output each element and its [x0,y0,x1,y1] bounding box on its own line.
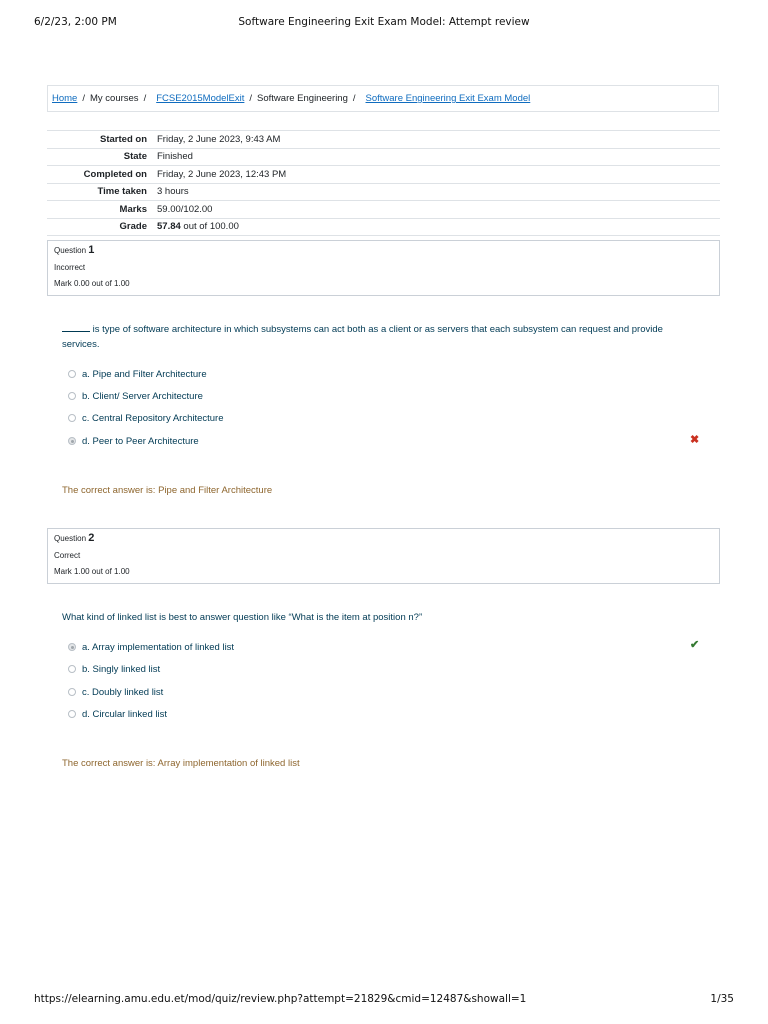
breadcrumb-separator: / [249,93,253,104]
radio-button-selected[interactable] [68,437,76,445]
question-number [54,244,713,258]
radio-button-selected[interactable] [68,643,76,651]
option-label: d. Circular linked list [82,708,167,720]
print-title: Software Engineering Exit Exam Model: Attempt review [238,16,530,28]
page-number: 1/35 [710,993,734,1005]
question-2-option-a[interactable] [68,640,708,654]
breadcrumb [47,85,719,112]
question-1-feedback: The correct answer is: Pipe and Filter Architecture [62,485,273,496]
summary-row-state [47,148,720,166]
summary-value: Finished [157,148,720,166]
breadcrumb-quiz[interactable]: Software Engineering Exit Exam Model [365,93,531,104]
radio-button[interactable] [68,370,76,378]
option-label: d. Peer to Peer Architecture [82,435,199,447]
option-label: b. Singly linked list [82,663,161,675]
option-label: c. Central Repository Architecture [82,412,224,424]
question-number [54,532,713,546]
question-2-option-d[interactable] [68,707,708,721]
summary-row-grade [47,218,720,236]
summary-row-marks [47,201,720,219]
question-prefix: Question [54,246,89,255]
summary-label: State [47,148,157,166]
question-1-option-d[interactable] [68,434,708,448]
attempt-summary-table [47,130,720,236]
breadcrumb-my-courses: My courses [89,93,139,104]
cross-icon: ✖ [690,434,700,446]
option-label: b. Client/ Server Architecture [82,390,203,402]
question-text: is type of software architecture in which subsystems can act both as a client or as servers that each subsystem can request and provide services. [62,324,663,350]
question-1-option-b[interactable] [68,389,708,403]
question-1-option-c[interactable] [68,411,708,425]
breadcrumb-separator: / [143,93,147,104]
summary-value: 59.00/102.00 [157,201,720,219]
question-1-info [47,240,720,296]
question-2-feedback: The correct answer is: Array implementation of linked list [62,758,300,769]
question-mark: Mark 0.00 out of 1.00 [54,279,130,288]
summary-label: Time taken [47,183,157,201]
question-2-info [47,528,720,584]
summary-value [157,218,720,236]
question-2-option-b[interactable] [68,662,708,676]
radio-button[interactable] [68,710,76,718]
print-date: 6/2/23, 2:00 PM [34,16,117,28]
grade-value: 57.84 [157,221,181,233]
option-label: c. Doubly linked list [82,686,164,698]
fill-blank [62,322,90,332]
check-icon: ✔ [690,639,700,651]
summary-row-started [47,131,720,149]
radio-button[interactable] [68,392,76,400]
summary-value: 3 hours [157,183,720,201]
summary-value: Friday, 2 June 2023, 12:43 PM [157,166,720,184]
question-2-text: What kind of linked list is best to answer question like “What is the item at position n?” [62,612,423,623]
question-mark: Mark 1.00 out of 1.00 [54,567,130,576]
question-state: Correct [54,551,81,560]
breadcrumb-home[interactable]: Home [52,93,78,104]
summary-value: Friday, 2 June 2023, 9:43 AM [157,131,720,149]
question-1-option-a[interactable] [68,367,708,381]
summary-label: Marks [47,201,157,219]
radio-button[interactable] [68,688,76,696]
radio-button[interactable] [68,414,76,422]
breadcrumb-course[interactable]: FCSE2015ModelExit [156,93,245,104]
summary-row-time-taken [47,183,720,201]
print-url: https://elearning.amu.edu.et/mod/quiz/review.php?attempt=21829&cmid=12487&showall=1 [34,993,527,1005]
question-2-option-c[interactable] [68,685,708,699]
breadcrumb-separator: / [352,93,356,104]
print-footer [34,993,734,1009]
summary-label: Started on [47,131,157,149]
question-state: Incorrect [54,263,86,272]
summary-label: Grade [47,218,157,236]
radio-button[interactable] [68,665,76,673]
question-prefix: Question [54,534,89,543]
grade-out-of: out of 100.00 [180,221,239,233]
question-number-value: 2 [88,532,95,544]
option-label: a. Array implementation of linked list [82,641,235,653]
option-label: a. Pipe and Filter Architecture [82,368,207,380]
print-header [34,16,734,32]
breadcrumb-section: Software Engineering [257,93,348,104]
summary-row-completed [47,166,720,184]
summary-label: Completed on [47,166,157,184]
question-1-text [62,322,702,352]
breadcrumb-separator: / [82,93,85,104]
question-number-value: 1 [88,244,95,256]
